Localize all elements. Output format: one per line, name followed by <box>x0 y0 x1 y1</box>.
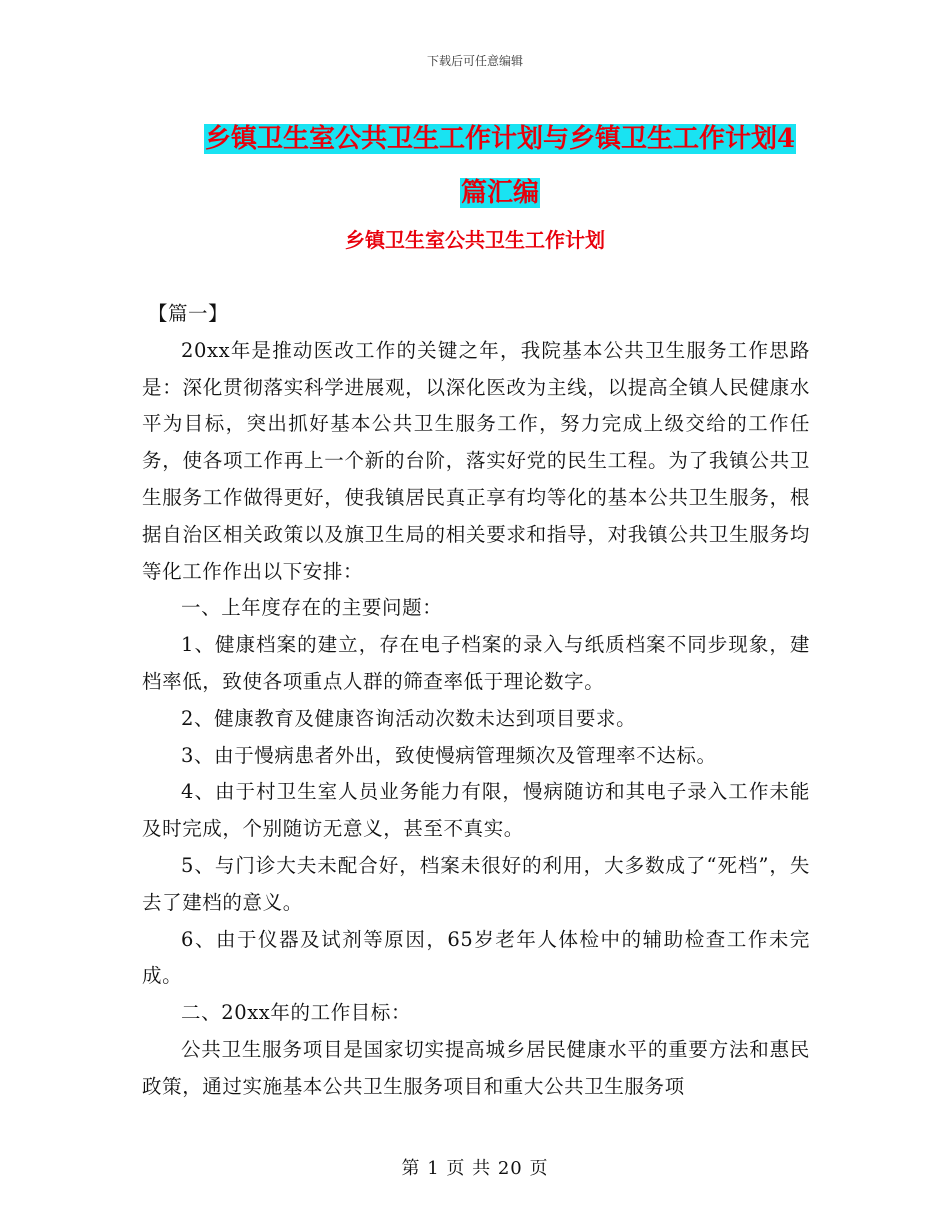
paragraph: 一、上年度存在的主要问题： <box>181 596 443 620</box>
paragraph: 1、健康档案的建立，存在电子档案的录入与纸质档案不同步现象，建档率低，致使各项重点人群的筛查率低于理论数字。 <box>142 633 810 693</box>
paragraph: 3、由于慢病患者外出，致使慢病管理频次及管理率不达标。 <box>181 743 717 767</box>
part-label: 【篇一】 <box>147 302 229 325</box>
paragraph: 公共卫生服务项目是国家切实提高城乡居民健康水平的重要方法和惠民政策，通过实施基本公共卫生服务项目和重大公共卫生服务项 <box>142 1037 810 1098</box>
title-line-2: 篇汇编 <box>460 178 539 208</box>
paragraph: 6、由于仪器及试剂等原因，65岁老年人体检中的辅助检查工作未完成。 <box>142 927 810 988</box>
body-text <box>142 296 810 1106</box>
page-footer: 第 1 页 共 20 页 <box>401 1158 549 1179</box>
title-line-1: 乡镇卫生室公共卫生工作计划与乡镇卫生工作计划4 <box>204 124 796 154</box>
section-title: 乡镇卫生室公共卫生工作计划 <box>345 228 605 252</box>
paragraph: 2、健康教育及健康咨询活动次数未达到项目要求。 <box>181 706 637 730</box>
paragraph: 二、20xx年的工作目标： <box>181 1001 412 1025</box>
paragraph: 4、由于村卫生室人员业务能力有限，慢病随访和其电子录入工作未能及时完成，个别随访无意义，甚至不真实。 <box>142 780 810 841</box>
header-note: 下载后可任意编辑 <box>426 54 523 68</box>
paragraph: 5、与门诊大夫未配合好，档案未很好的利用，大多数成了“死档”，失去了建档的意义。 <box>142 853 810 914</box>
document-title <box>140 112 860 220</box>
paragraph: 20xx年是推动医改工作的关键之年，我院基本公共卫生服务工作思路是：深化贯彻落实科学进展观，以深化医改为主线，以提高全镇人民健康水平为目标，突出抓好基本公共卫生服务工作，努力完成上级交给的工作任务，使各项工作再上一个新的台阶，落实好党的民生工程。为了我镇公共卫生服务工作做得更好，使我镇居民真正享有均等化的基本公共卫生服务，根据自治区相关政策以及旗卫生局的相关要求和指导，对我镇公共卫生服务均等化工作作出以下安排： <box>142 338 810 583</box>
